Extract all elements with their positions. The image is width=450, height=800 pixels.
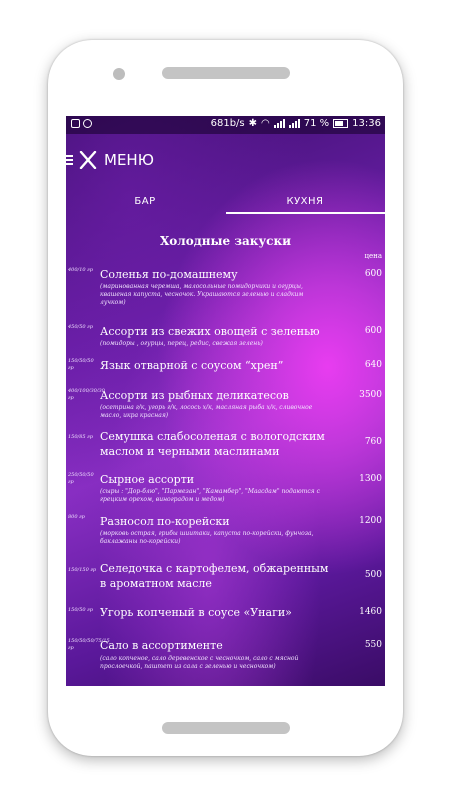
gallery-notification-icon: [71, 119, 80, 128]
app-bar: [66, 142, 385, 176]
network-speed: 681b/s: [210, 118, 245, 129]
item-price: 600: [364, 326, 382, 336]
battery-percent: 71 %: [303, 118, 330, 129]
item-price: 500: [364, 570, 382, 580]
price-column-header: цена: [364, 252, 382, 260]
signal-2-icon: [289, 119, 300, 128]
status-bar: [66, 116, 385, 134]
item-description: (морковь острая, грибы шиитаки, капуста по-корейски, фунчоза, баклажаны по-корейски): [100, 530, 314, 545]
item-weight: 800 гр: [68, 514, 85, 520]
bluetooth-icon: ✱: [248, 118, 258, 129]
item-name: Сырное ассорти: [100, 473, 195, 486]
item-name: Язык отварной с соусом “хрен”: [100, 359, 284, 372]
item-weight: 250/50/50 гр: [68, 472, 94, 485]
item-price: 760: [364, 437, 382, 447]
item-weight: 150/150 гр: [68, 567, 97, 573]
item-weight: 150/85 гр: [68, 434, 93, 440]
item-description: (осетрина г/к, угорь г/к, лосось х/к, масляная рыба х/к, сливочное масло, икра красная): [100, 404, 313, 419]
item-price: 3500: [359, 390, 382, 400]
tab-kitchen[interactable]: КУХНЯ: [286, 196, 324, 207]
tab-bar[interactable]: БАР: [134, 196, 156, 207]
item-price: 600: [364, 269, 382, 279]
item-description: (помидоры , огурцы, перец, редис, свежая зелень): [100, 340, 263, 347]
item-name: Сало в ассортименте: [100, 639, 223, 652]
item-price: 1200: [359, 516, 382, 526]
item-price: 1300: [359, 474, 382, 484]
item-description: (сало копченое, сало деревенское с чесночком, сало с мясной прослоечкой, паштет из сала с зеленью и чесночком): [100, 655, 299, 670]
item-weight: 150/50 гр: [68, 607, 93, 613]
section-title: Холодные закуски: [159, 234, 292, 248]
fork-knife-icon: [78, 151, 98, 169]
app-screen: [66, 116, 385, 686]
category-tabs: [66, 194, 385, 214]
item-name: Разносол по-корейски: [100, 515, 230, 528]
wifi-icon: ◠: [261, 118, 270, 129]
front-camera: [113, 68, 125, 80]
signal-icon: [274, 119, 285, 128]
item-weight: 150/50/50 гр: [68, 358, 94, 371]
item-description: (сыры : "Дор-блю", "Пармезан", "Камамбер", "Маасдам" подаются с грецким орехом, виноградом и медом): [100, 488, 320, 503]
item-weight: 400/10 гр: [68, 267, 93, 273]
item-name: Соленья по-домашнему: [100, 268, 238, 281]
item-price: 640: [364, 360, 382, 370]
active-tab-indicator: [226, 212, 385, 214]
item-weight: 150/50/50/75/15 гр: [68, 638, 110, 651]
home-bar[interactable]: [162, 722, 290, 734]
item-name: Ассорти из свежих овощей с зеленью: [100, 325, 320, 338]
item-weight: 450/50 гр: [68, 324, 93, 330]
item-description: (маринованная черемша, малосольные помидорчики и огурцы, квашеная капуста, чесночок. Украшаются зеленью и сладким лучком): [100, 283, 304, 306]
item-name: Угорь копченый в соусе «Унаги»: [100, 606, 292, 619]
app-notification-icon: [83, 119, 92, 128]
item-name: Ассорти из рыбных деликатесов: [100, 389, 289, 402]
hamburger-menu-icon[interactable]: [66, 155, 73, 167]
item-price: 1460: [359, 607, 382, 617]
page-title: МЕНЮ: [104, 151, 154, 169]
item-price: 550: [364, 640, 382, 650]
item-name: Семушка слабосоленая с вологодским маслом и черными маслинами: [100, 430, 325, 458]
item-name: Селедочка с картофелем, обжаренным в ароматном масле: [100, 562, 329, 590]
item-weight: 400/100/30/30 гр: [68, 388, 105, 401]
speaker-grille: [162, 67, 290, 79]
battery-icon: [333, 119, 348, 128]
clock: 13:36: [352, 118, 381, 129]
